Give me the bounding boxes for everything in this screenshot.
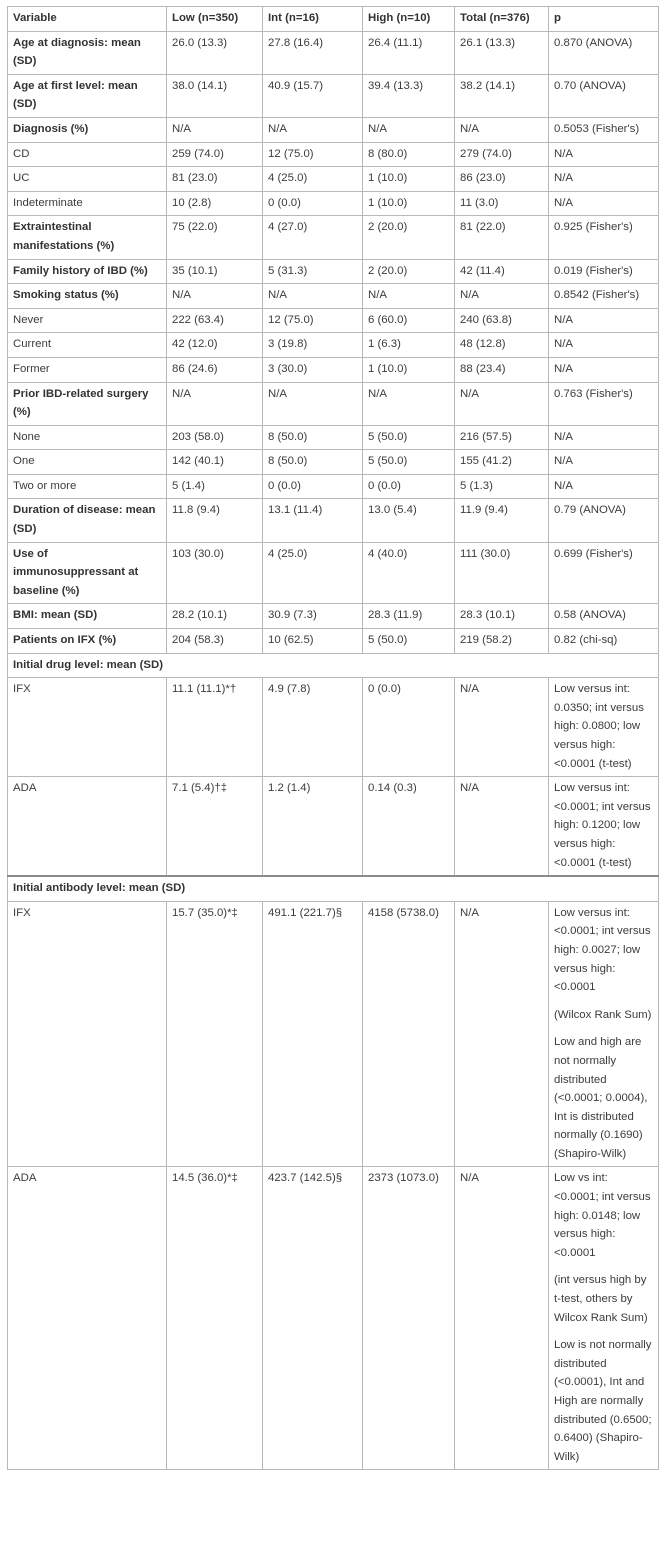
total-cell: 86 (23.0) <box>455 167 549 192</box>
int-cell: 12 (75.0) <box>263 142 363 167</box>
high-cell: 0.14 (0.3) <box>363 777 455 876</box>
int-cell: 5 (31.3) <box>263 259 363 284</box>
low-cell: 81 (23.0) <box>167 167 263 192</box>
section-title-antibody-level: Initial antibody level: mean (SD) <box>8 876 659 901</box>
int-cell: 491.1 (221.7)§ <box>263 901 363 1167</box>
total-cell: N/A <box>455 678 549 777</box>
int-cell: 12 (75.0) <box>263 308 363 333</box>
int-cell: 8 (50.0) <box>263 450 363 475</box>
p-note: (int versus high by t-test, others by Wilcox Rank Sum) <box>554 1274 648 1324</box>
int-cell: 4 (27.0) <box>263 216 363 259</box>
low-cell: 142 (40.1) <box>167 450 263 475</box>
p-cell <box>549 1167 659 1470</box>
table-row <box>8 474 659 499</box>
int-cell: 3 (19.8) <box>263 333 363 358</box>
low-cell: N/A <box>167 382 263 425</box>
high-cell: 1 (10.0) <box>363 191 455 216</box>
high-cell: 4158 (5738.0) <box>363 901 455 1167</box>
header-int: Int (n=16) <box>263 7 363 32</box>
total-cell: 42 (11.4) <box>455 259 549 284</box>
p-note: Low is not normally distributed (<0.0001), Int and High are normally distributed (0.6500; 0.6400) (Shapiro-Wilk) <box>554 1339 652 1463</box>
total-cell: 155 (41.2) <box>455 450 549 475</box>
p-cell: N/A <box>549 308 659 333</box>
low-cell: N/A <box>167 284 263 309</box>
p-cell: N/A <box>549 333 659 358</box>
int-cell: 27.8 (16.4) <box>263 31 363 74</box>
p-cell: 0.763 (Fisher's) <box>549 382 659 425</box>
variable-cell: Two or more <box>8 474 167 499</box>
header-total: Total (n=376) <box>455 7 549 32</box>
p-note: Low and high are not normally distributed (<0.0001; 0.0004), Int is distributed normally (0.1690) (Shapiro-Wilk) <box>554 1036 648 1160</box>
int-cell: N/A <box>263 117 363 142</box>
total-cell: 81 (22.0) <box>455 216 549 259</box>
section-row <box>8 876 659 901</box>
p-note: (Wilcox Rank Sum) <box>554 1008 652 1021</box>
high-cell: 4 (40.0) <box>363 542 455 604</box>
low-cell: 38.0 (14.1) <box>167 74 263 117</box>
variable-cell: Smoking status (%) <box>8 284 167 309</box>
table-row <box>8 604 659 629</box>
table-row <box>8 191 659 216</box>
high-cell: 0 (0.0) <box>363 474 455 499</box>
low-cell: 11.8 (9.4) <box>167 499 263 542</box>
table-row <box>8 901 659 1167</box>
table-row <box>8 542 659 604</box>
high-cell: 28.3 (11.9) <box>363 604 455 629</box>
int-cell: N/A <box>263 284 363 309</box>
table-row <box>8 357 659 382</box>
variable-cell: Patients on IFX (%) <box>8 629 167 654</box>
table-row <box>8 74 659 117</box>
p-cell: N/A <box>549 191 659 216</box>
variable-cell: One <box>8 450 167 475</box>
p-cell: 0.019 (Fisher's) <box>549 259 659 284</box>
low-cell: 26.0 (13.3) <box>167 31 263 74</box>
total-cell: 11.9 (9.4) <box>455 499 549 542</box>
total-cell: 88 (23.4) <box>455 357 549 382</box>
total-cell: 279 (74.0) <box>455 142 549 167</box>
high-cell: N/A <box>363 382 455 425</box>
total-cell: N/A <box>455 284 549 309</box>
high-cell: 5 (50.0) <box>363 450 455 475</box>
high-cell: 0 (0.0) <box>363 678 455 777</box>
high-cell: N/A <box>363 117 455 142</box>
low-cell: N/A <box>167 117 263 142</box>
variable-cell: IFX <box>8 901 167 1167</box>
variable-cell: Indeterminate <box>8 191 167 216</box>
high-cell: 1 (10.0) <box>363 167 455 192</box>
total-cell: 216 (57.5) <box>455 425 549 450</box>
high-cell: N/A <box>363 284 455 309</box>
low-cell: 11.1 (11.1)*† <box>167 678 263 777</box>
p-cell: 0.58 (ANOVA) <box>549 604 659 629</box>
low-cell: 35 (10.1) <box>167 259 263 284</box>
variable-cell: Diagnosis (%) <box>8 117 167 142</box>
variable-cell: Age at first level: mean (SD) <box>8 74 167 117</box>
low-cell: 204 (58.3) <box>167 629 263 654</box>
p-cell: N/A <box>549 450 659 475</box>
table-row <box>8 333 659 358</box>
int-cell: 13.1 (11.4) <box>263 499 363 542</box>
variable-cell: BMI: mean (SD) <box>8 604 167 629</box>
p-cell: N/A <box>549 142 659 167</box>
total-cell: 38.2 (14.1) <box>455 74 549 117</box>
table-row <box>8 450 659 475</box>
total-cell: N/A <box>455 382 549 425</box>
int-cell: 0 (0.0) <box>263 191 363 216</box>
variable-cell: Age at diagnosis: mean (SD) <box>8 31 167 74</box>
table-row <box>8 259 659 284</box>
int-cell: 30.9 (7.3) <box>263 604 363 629</box>
p-cell: 0.925 (Fisher's) <box>549 216 659 259</box>
data-table <box>7 6 659 1470</box>
table-row <box>8 117 659 142</box>
variable-cell: Family history of IBD (%) <box>8 259 167 284</box>
table-row <box>8 678 659 777</box>
int-cell: 423.7 (142.5)§ <box>263 1167 363 1470</box>
low-cell: 203 (58.0) <box>167 425 263 450</box>
high-cell: 1 (10.0) <box>363 357 455 382</box>
header-low: Low (n=350) <box>167 7 263 32</box>
variable-cell: Extraintestinal manifestations (%) <box>8 216 167 259</box>
table-row <box>8 499 659 542</box>
p-cell: N/A <box>549 167 659 192</box>
table-row <box>8 777 659 876</box>
total-cell: 219 (58.2) <box>455 629 549 654</box>
p-note: Low versus int: <0.0001; int versus high: 0.0027; low versus high: <0.0001 <box>554 906 651 994</box>
high-cell: 2 (20.0) <box>363 216 455 259</box>
variable-cell: ADA <box>8 777 167 876</box>
low-cell: 75 (22.0) <box>167 216 263 259</box>
table-row <box>8 142 659 167</box>
variable-cell: None <box>8 425 167 450</box>
total-cell: 5 (1.3) <box>455 474 549 499</box>
high-cell: 1 (6.3) <box>363 333 455 358</box>
p-cell: 0.79 (ANOVA) <box>549 499 659 542</box>
int-cell: 10 (62.5) <box>263 629 363 654</box>
low-cell: 5 (1.4) <box>167 474 263 499</box>
p-cell: N/A <box>549 474 659 499</box>
total-cell: N/A <box>455 901 549 1167</box>
table-row <box>8 167 659 192</box>
total-cell: N/A <box>455 777 549 876</box>
low-cell: 259 (74.0) <box>167 142 263 167</box>
int-cell: 1.2 (1.4) <box>263 777 363 876</box>
p-cell: N/A <box>549 425 659 450</box>
low-cell: 10 (2.8) <box>167 191 263 216</box>
variable-cell: Former <box>8 357 167 382</box>
p-cell: 0.870 (ANOVA) <box>549 31 659 74</box>
header-high: High (n=10) <box>363 7 455 32</box>
table-row <box>8 425 659 450</box>
p-cell: 0.8542 (Fisher's) <box>549 284 659 309</box>
p-cell: 0.699 (Fisher's) <box>549 542 659 604</box>
int-cell: 40.9 (15.7) <box>263 74 363 117</box>
high-cell: 5 (50.0) <box>363 629 455 654</box>
int-cell: N/A <box>263 382 363 425</box>
table-row <box>8 31 659 74</box>
table-row <box>8 284 659 309</box>
variable-cell: Current <box>8 333 167 358</box>
table-row <box>8 1167 659 1470</box>
p-note: Low versus int: 0.0350; int versus high: 0.0800; low versus high: <0.0001 (t-test) <box>554 683 644 770</box>
low-cell: 86 (24.6) <box>167 357 263 382</box>
total-cell: 240 (63.8) <box>455 308 549 333</box>
variable-cell: Duration of disease: mean (SD) <box>8 499 167 542</box>
variable-cell: UC <box>8 167 167 192</box>
low-cell: 103 (30.0) <box>167 542 263 604</box>
p-cell <box>549 901 659 1167</box>
high-cell: 13.0 (5.4) <box>363 499 455 542</box>
total-cell: 48 (12.8) <box>455 333 549 358</box>
high-cell: 2373 (1073.0) <box>363 1167 455 1470</box>
high-cell: 2 (20.0) <box>363 259 455 284</box>
table-row <box>8 629 659 654</box>
p-cell <box>549 678 659 777</box>
variable-cell: IFX <box>8 678 167 777</box>
int-cell: 4 (25.0) <box>263 167 363 192</box>
high-cell: 39.4 (13.3) <box>363 74 455 117</box>
total-cell: 28.3 (10.1) <box>455 604 549 629</box>
variable-cell: ADA <box>8 1167 167 1470</box>
p-cell: 0.82 (chi-sq) <box>549 629 659 654</box>
variable-cell: Never <box>8 308 167 333</box>
p-cell: 0.5053 (Fisher's) <box>549 117 659 142</box>
low-cell: 14.5 (36.0)*‡ <box>167 1167 263 1470</box>
total-cell: N/A <box>455 1167 549 1470</box>
section-row <box>8 653 659 678</box>
int-cell: 4 (25.0) <box>263 542 363 604</box>
variable-cell: Use of immunosuppressant at baseline (%) <box>8 542 167 604</box>
high-cell: 5 (50.0) <box>363 425 455 450</box>
variable-cell: Prior IBD-related surgery (%) <box>8 382 167 425</box>
int-cell: 4.9 (7.8) <box>263 678 363 777</box>
p-note: Low versus int: <0.0001; int versus high: 0.1200; low versus high: <0.0001 (t-test) <box>554 782 651 869</box>
high-cell: 8 (80.0) <box>363 142 455 167</box>
header-variable: Variable <box>8 7 167 32</box>
header-row <box>8 7 659 32</box>
total-cell: N/A <box>455 117 549 142</box>
header-p: p <box>549 7 659 32</box>
p-cell: N/A <box>549 357 659 382</box>
p-note: Low vs int: <0.0001; int versus high: 0.0148; low versus high: <0.0001 <box>554 1172 651 1259</box>
high-cell: 6 (60.0) <box>363 308 455 333</box>
variable-cell: CD <box>8 142 167 167</box>
low-cell: 15.7 (35.0)*‡ <box>167 901 263 1167</box>
int-cell: 3 (30.0) <box>263 357 363 382</box>
int-cell: 8 (50.0) <box>263 425 363 450</box>
total-cell: 11 (3.0) <box>455 191 549 216</box>
table-row <box>8 382 659 425</box>
int-cell: 0 (0.0) <box>263 474 363 499</box>
p-cell <box>549 777 659 876</box>
table-row <box>8 216 659 259</box>
low-cell: 42 (12.0) <box>167 333 263 358</box>
high-cell: 26.4 (11.1) <box>363 31 455 74</box>
low-cell: 28.2 (10.1) <box>167 604 263 629</box>
total-cell: 111 (30.0) <box>455 542 549 604</box>
low-cell: 7.1 (5.4)†‡ <box>167 777 263 876</box>
section-title-drug-level: Initial drug level: mean (SD) <box>8 653 659 678</box>
p-cell: 0.70 (ANOVA) <box>549 74 659 117</box>
low-cell: 222 (63.4) <box>167 308 263 333</box>
table-row <box>8 308 659 333</box>
total-cell: 26.1 (13.3) <box>455 31 549 74</box>
